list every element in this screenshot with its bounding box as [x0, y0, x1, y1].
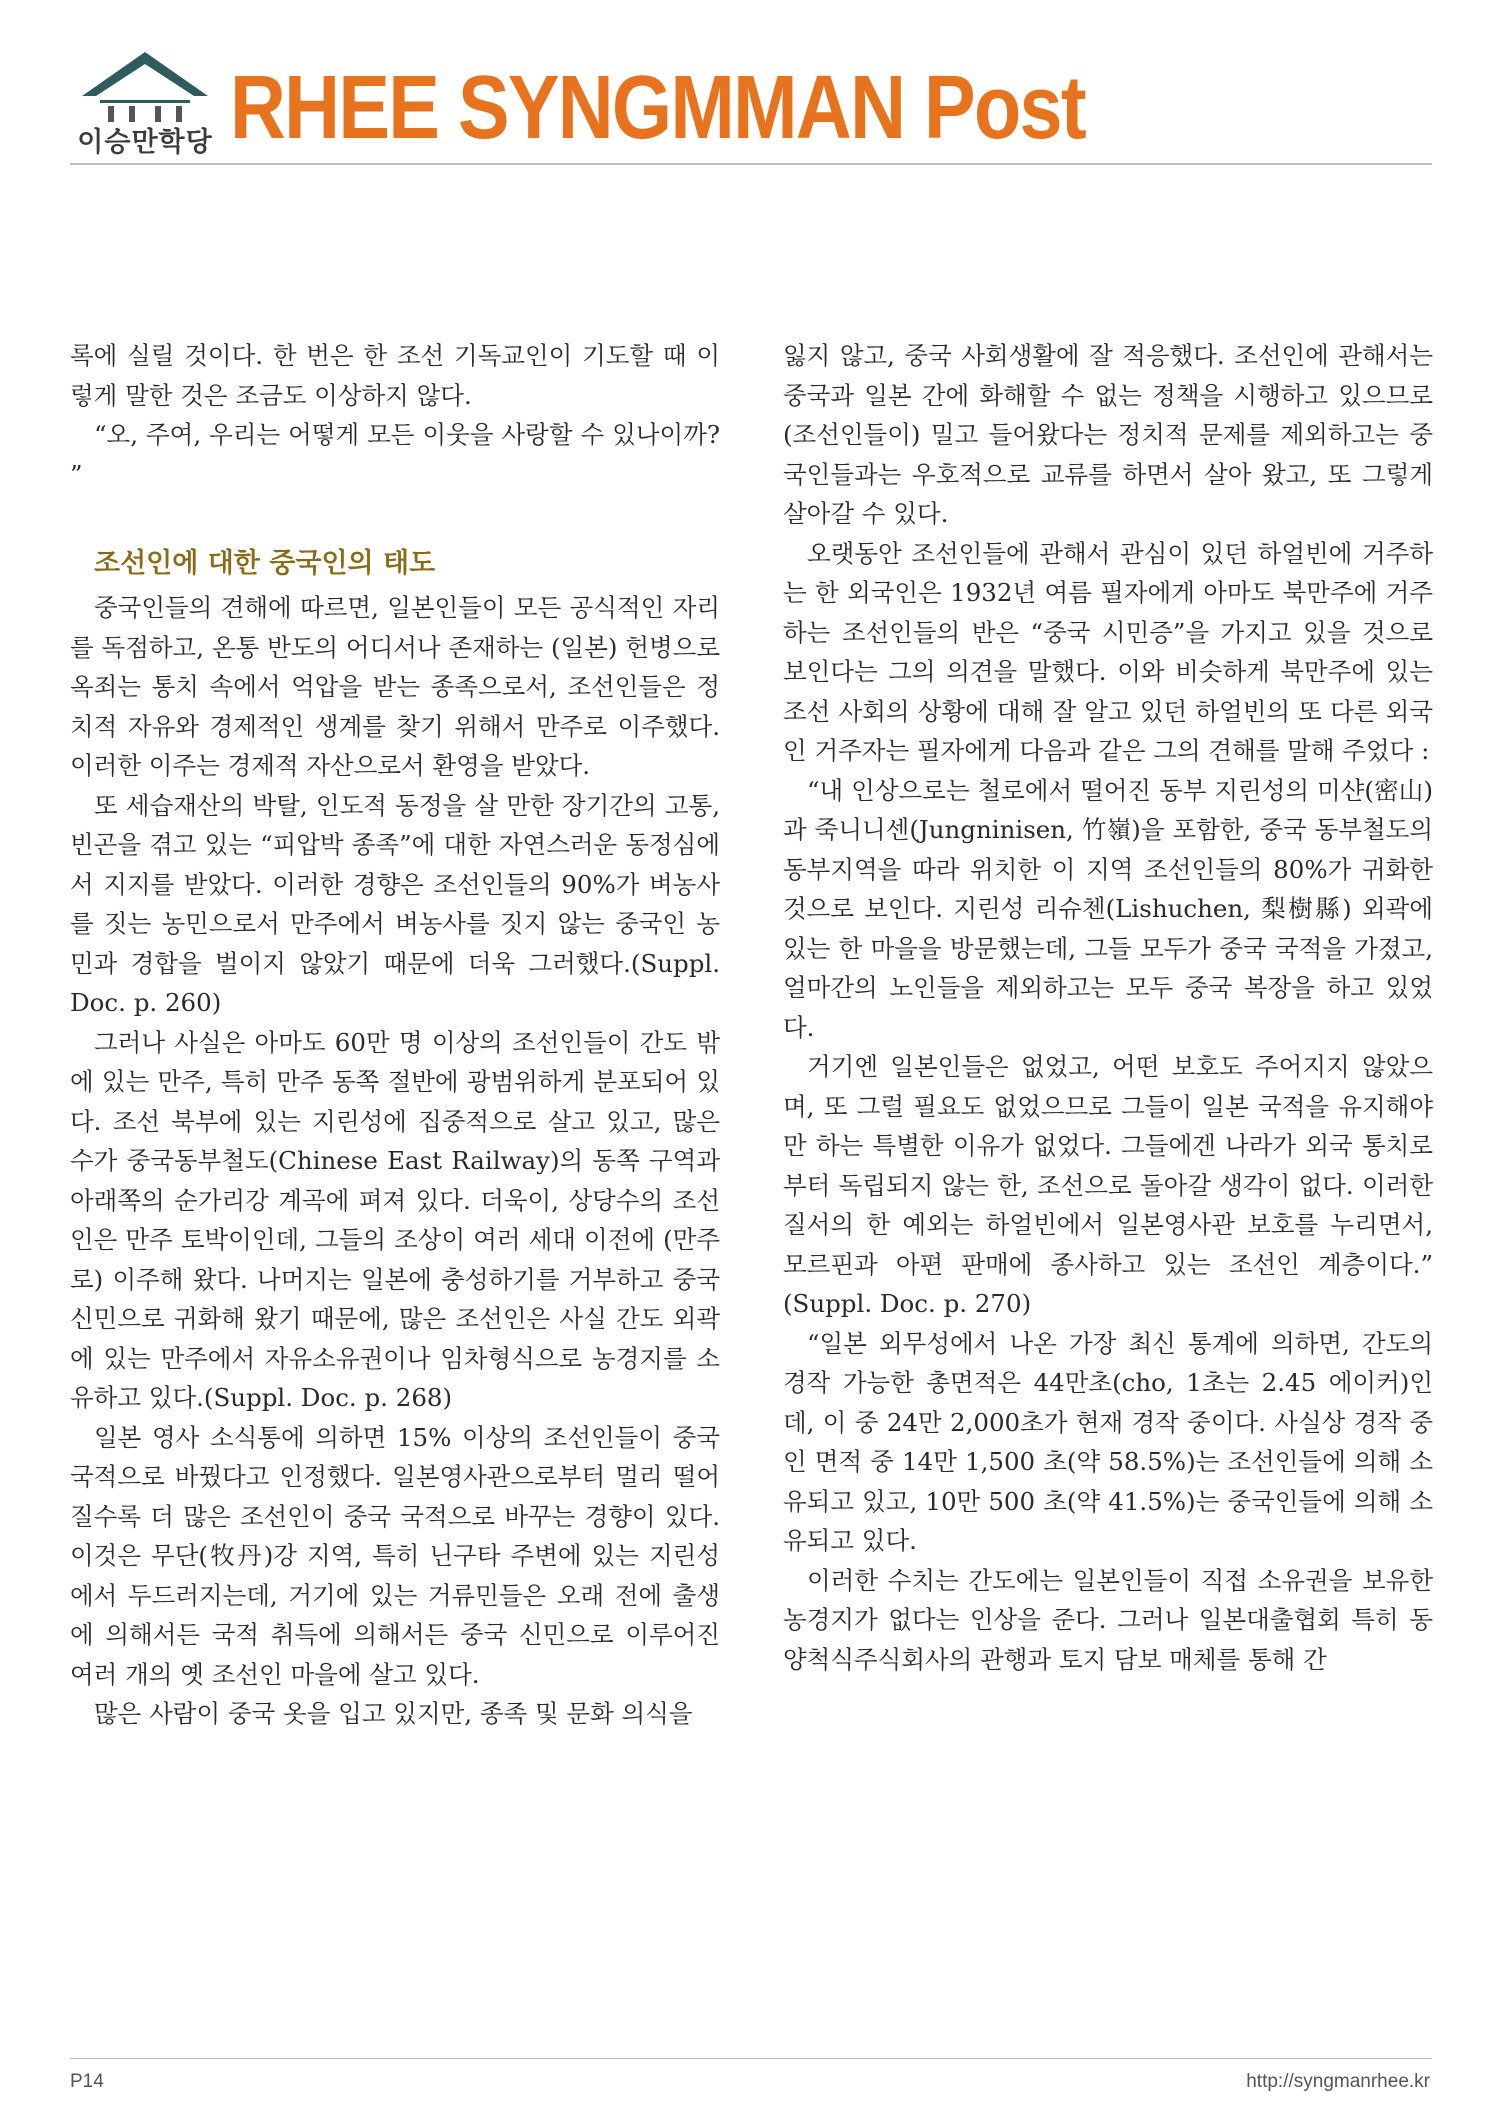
paragraph: 거기엔 일본인들은 없었고, 어떤 보호도 주어지지 않았으며, 또 그럴 필요도 없었으므로 그들이 일본 국적을 유지해야만 하는 특별한 이유가 없었다. 그들에겐 나라가 외국 통치로부터 독립되지 않는 한, 조선으로 돌아갈 생각이 없다. 이러한 질서의 한 예외는 하얼빈에서 일본영사관 보호를 누리면서, 모르핀과 아편 판매에 종사하고 있는 조선인 계층이다.” (Suppl. Doc. p. 270)	[783, 1052, 1433, 1318]
paragraph: 오랫동안 조선인들에 관해서 관심이 있던 하얼빈에 거주하는 한 외국인은 1932년 여름 필자에게 아마도 북만주에 거주하는 조선인들의 반은 “중국 시민증”을 가지고 있을 것으로 보인다는 그의 의견을 말했다. 이와 비슷하게 북만주에 있는 조선 사회의 상황에 대해 잘 알고 있던 하얼빈의 또 다른 외국인 거주자는 필자에게 다음과 같은 그의 견해를 말해 주었다 :	[783, 538, 1433, 765]
footer-divider	[70, 2058, 1432, 2059]
left-column	[70, 336, 720, 1734]
publication-title: RHEE SYNGMMAN Post	[230, 58, 1085, 158]
section-heading: 조선인에 대한 중국인의 태도	[94, 548, 436, 579]
paragraph: 또 세습재산의 박탈, 인도적 동정을 살 만한 장기간의 고통, 빈곤을 겪고 있는 “피압박 종족”에 대한 자연스러운 동정심에서 지지를 받았다. 이러한 경향은 조선인들의 90%가 벼농사를 짓는 농민으로서 만주에서 벼농사를 짓지 않는 중국인 농민과 경합을 벌이지 않았기 때문에 더욱 그러했다.(Suppl. Doc. p. 260)	[70, 790, 720, 1017]
masthead	[70, 42, 1430, 162]
paragraph: 그러나 사실은 아마도 60만 명 이상의 조선인들이 간도 밖에 있는 만주, 특히 만주 동쪽 절반에 광범위하게 분포되어 있다. 조선 북부에 있는 지린성에 집중적으로 살고 있고, 많은 수가 중국동부철도(Chinese East Railway)의 동쪽 구역과 아래쪽의 순가리강 계곡에 펴져 있다. 더욱이, 상당수의 조선인은 만주 토박이인데, 그들의 조상이 여러 세대 이전에 (만주로) 이주해 왔다. 나머지는 일본에 충성하기를 거부하고 중국 신민으로 귀화해 왔기 때문에, 많은 조선인은 사실 간도 외곽에 있는 만주에서 자유소유권이나 임차형식으로 농경지를 소유하고 있다.(Suppl. Doc. p. 268)	[70, 1027, 720, 1412]
page-number: P14	[70, 2071, 104, 2092]
paragraph: “내 인상으로는 철로에서 떨어진 동부 지린성의 미샨(密山)과 죽니니센(Jungninisen, 竹嶺)을 포함한, 중국 동부철도의 동부지역을 따라 위치한 이 지역 조선인들의 80%가 귀화한 것으로 보인다. 지린성 리슈첸(Lishuchen, 梨樹縣) 외곽에 있는 한 마을을 방문했는데, 그들 모두가 중국 국적을 가졌고, 얼마간의 노인들을 제외하고는 모두 중국 복장을 하고 있었다.	[783, 775, 1433, 1042]
prayer-quote: “오, 주여, 우리는 어떻게 모든 이웃을 사랑할 수 있나이까? ”	[70, 420, 720, 489]
paragraph: 이러한 수치는 간도에는 일본인들이 직접 소유권을 보유한 농경지가 없다는 인상을 준다. 그러나 일본대출협회 특히 동양척식주식회사의 관행과 토지 담보 매체를 통해 간	[783, 1565, 1433, 1674]
right-column	[783, 336, 1433, 1679]
paragraph: 록에 실릴 것이다. 한 번은 한 조선 기독교인이 기도할 때 이렇게 말한 것은 조금도 이상하지 않다.	[70, 341, 720, 410]
site-url[interactable]: http://syngmanrhee.kr	[1246, 2071, 1430, 2092]
header-divider	[70, 163, 1432, 165]
paragraph: 잃지 않고, 중국 사회생활에 잘 적응했다. 조선인에 관해서는 중국과 일본 간에 화해할 수 없는 정책을 시행하고 있으므로 (조선인들이) 밀고 들어왔다는 정치적 문제를 제외하고는 중국인들과는 우호적으로 교류를 하면서 살아 왔고, 또 그렇게 살아갈 수 있다.	[783, 341, 1433, 528]
paragraph: “일본 외무성에서 나온 가장 최신 통계에 의하면, 간도의 경작 가능한 총면적은 44만초(cho, 1초는 2.45 에이커)인데, 이 중 24만 2,000초가 현재 경작 중이다. 사실상 경작 중인 면적 중 14만 1,500 초(약 58.5%)는 조선인들에 의해 소유되고 있고, 10만 500 초(약 41.5%)는 중국인들에 의해 소유되고 있다.	[783, 1328, 1433, 1555]
paragraph: 많은 사람이 중국 옷을 입고 있지만, 종족 및 문화 의식을	[94, 1699, 693, 1728]
paragraph: 중국인들의 견해에 따르면, 일본인들이 모든 공식적인 자리를 독점하고, 온통 반도의 어디서나 존재하는 (일본) 헌병으로 옥죄는 통치 속에서 억압을 받는 종족으로서, 조선인들은 정치적 자유와 경제적인 생계를 찾기 위해서 만주로 이주했다. 이러한 이주는 경제적 자산으로서 환영을 받았다.	[70, 593, 720, 780]
paragraph: 일본 영사 소식통에 의하면 15% 이상의 조선인들이 중국 국적으로 바꿨다고 인정했다. 일본영사관으로부터 멀리 떨어질수록 더 많은 조선인이 중국 국적으로 바꾸는 경향이 있다. 이것은 무단(牧丹)강 지역, 특히 닌구타 주변에 있는 지린성에서 두드러지는데, 거기에 있는 거류민들은 오래 전에 출생에 의해서든 국적 취득에 의해서든 중국 신민으로 이루어진 여러 개의 옛 조선인 마을에 살고 있다.	[70, 1422, 720, 1689]
logo-text: 이승만학당	[77, 127, 213, 158]
